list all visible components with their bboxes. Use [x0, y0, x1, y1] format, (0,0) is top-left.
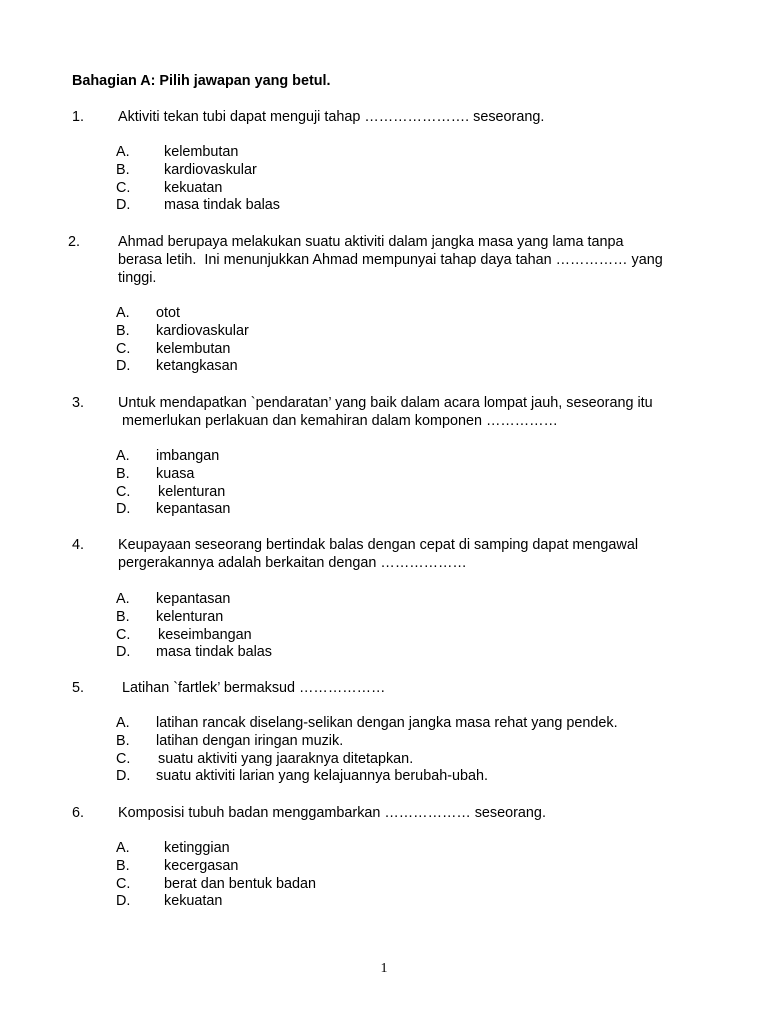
- option-text: suatu aktiviti larian yang kelajuannya berubah-ubah.: [156, 768, 489, 785]
- answer-option-b: [0, 466, 768, 484]
- question-text-line: Komposisi tubuh badan menggambarkan ……………… seseorang.: [118, 805, 546, 821]
- answer-option-c: [0, 341, 768, 359]
- option-text: latihan dengan iringan muzik.: [156, 732, 344, 749]
- option-letter: B.: [116, 857, 130, 874]
- option-letter: A.: [116, 840, 130, 856]
- option-text: kepantasan: [156, 591, 231, 607]
- option-text: otot: [156, 305, 181, 321]
- option-text: ketangkasan: [156, 358, 238, 375]
- option-text: kelenturan: [156, 608, 224, 625]
- option-text: kelembutan: [156, 340, 231, 357]
- answer-option-c: [0, 876, 768, 894]
- answer-option-d: [0, 768, 768, 786]
- question-text-line: memerlukan perlakuan dan kemahiran dalam komponen ……………: [118, 412, 558, 429]
- option-letter: B.: [116, 161, 130, 178]
- option-letter: D.: [116, 768, 131, 785]
- option-letter: C.: [116, 626, 131, 643]
- answer-option-a: [0, 144, 768, 162]
- option-letter: D.: [116, 893, 131, 910]
- option-letter: C.: [116, 750, 131, 767]
- option-letter: B.: [116, 608, 130, 625]
- option-letter: A.: [116, 448, 130, 464]
- option-letter: B.: [116, 732, 130, 749]
- question-number: 4.: [72, 537, 85, 553]
- option-letter: D.: [116, 358, 131, 375]
- question-text-line: Aktiviti tekan tubi dapat menguji tahap …………………. seseorang.: [118, 109, 545, 125]
- question-number: 6.: [72, 805, 85, 821]
- option-letter: A.: [116, 591, 130, 607]
- option-letter: A.: [116, 715, 130, 731]
- option-text: kelembutan: [164, 144, 239, 160]
- answer-option-d: [0, 358, 768, 376]
- answer-option-c: [0, 180, 768, 198]
- option-text: ketinggian: [164, 840, 230, 856]
- answer-option-d: [0, 197, 768, 215]
- answer-option-b: [0, 858, 768, 876]
- question-text-line: pergerakannya adalah berkaitan dengan ………………: [118, 554, 467, 571]
- option-letter: D.: [116, 644, 131, 661]
- option-letter: D.: [116, 501, 131, 518]
- option-text: latihan rancak diselang-selikan dengan jangka masa rehat yang pendek.: [156, 715, 618, 731]
- option-text: kepantasan: [156, 501, 231, 518]
- answer-option-a: [0, 305, 768, 323]
- option-text: kardiovaskular: [164, 161, 257, 178]
- answer-option-b: [0, 162, 768, 180]
- answer-option-c: [0, 484, 768, 502]
- answer-option-b: [0, 609, 768, 627]
- option-text: kelenturan: [158, 483, 226, 500]
- option-text: masa tindak balas: [156, 644, 272, 661]
- option-text: kekuatan: [164, 179, 223, 196]
- page-number: 1: [380, 961, 388, 976]
- option-text: kuasa: [156, 465, 195, 482]
- question-text-line: berasa letih. Ini menunjukkan Ahmad mempunyai tahap daya tahan …………… yang: [118, 251, 663, 268]
- answer-option-a: [0, 715, 768, 733]
- option-letter: A.: [116, 305, 130, 321]
- option-text: kekuatan: [164, 893, 223, 910]
- question-text-line: Ahmad berupaya melakukan suatu aktiviti dalam jangka masa yang lama tanpa: [118, 234, 624, 250]
- answer-option-b: [0, 323, 768, 341]
- option-letter: C.: [116, 483, 131, 500]
- answer-option-d: [0, 893, 768, 911]
- answer-option-c: [0, 627, 768, 645]
- option-letter: C.: [116, 340, 131, 357]
- option-text: keseimbangan: [158, 626, 252, 643]
- option-letter: A.: [116, 144, 130, 160]
- question-number: 2.: [68, 234, 81, 250]
- question-text-line: Untuk mendapatkan `pendaratan’ yang baik dalam acara lompat jauh, seseorang itu: [118, 395, 653, 411]
- answer-option-c: [0, 751, 768, 769]
- question-text-line: Latihan `fartlek’ bermaksud ………………: [122, 680, 386, 696]
- answer-option-a: [0, 591, 768, 609]
- question-text-line: Keupayaan seseorang bertindak balas dengan cepat di samping dapat mengawal: [118, 537, 639, 553]
- question-number: 3.: [72, 395, 85, 411]
- option-text: berat dan bentuk badan: [164, 875, 317, 892]
- answer-option-b: [0, 733, 768, 751]
- question-number: 5.: [72, 680, 85, 696]
- option-text: kecergasan: [164, 857, 239, 874]
- option-text: suatu aktiviti yang jaaraknya ditetapkan.: [158, 750, 414, 767]
- question-number: 1.: [72, 109, 85, 125]
- option-letter: B.: [116, 465, 130, 482]
- option-letter: C.: [116, 179, 131, 196]
- section-heading: Bahagian A: Pilih jawapan yang betul.: [72, 73, 331, 89]
- answer-option-d: [0, 644, 768, 662]
- question-text-line: tinggi.: [118, 269, 157, 286]
- answer-option-a: [0, 448, 768, 466]
- option-text: kardiovaskular: [156, 322, 249, 339]
- option-text: imbangan: [156, 448, 220, 464]
- option-letter: D.: [116, 197, 131, 214]
- option-text: masa tindak balas: [164, 197, 280, 214]
- option-letter: C.: [116, 875, 131, 892]
- answer-option-a: [0, 840, 768, 858]
- answer-option-d: [0, 501, 768, 519]
- option-letter: B.: [116, 322, 130, 339]
